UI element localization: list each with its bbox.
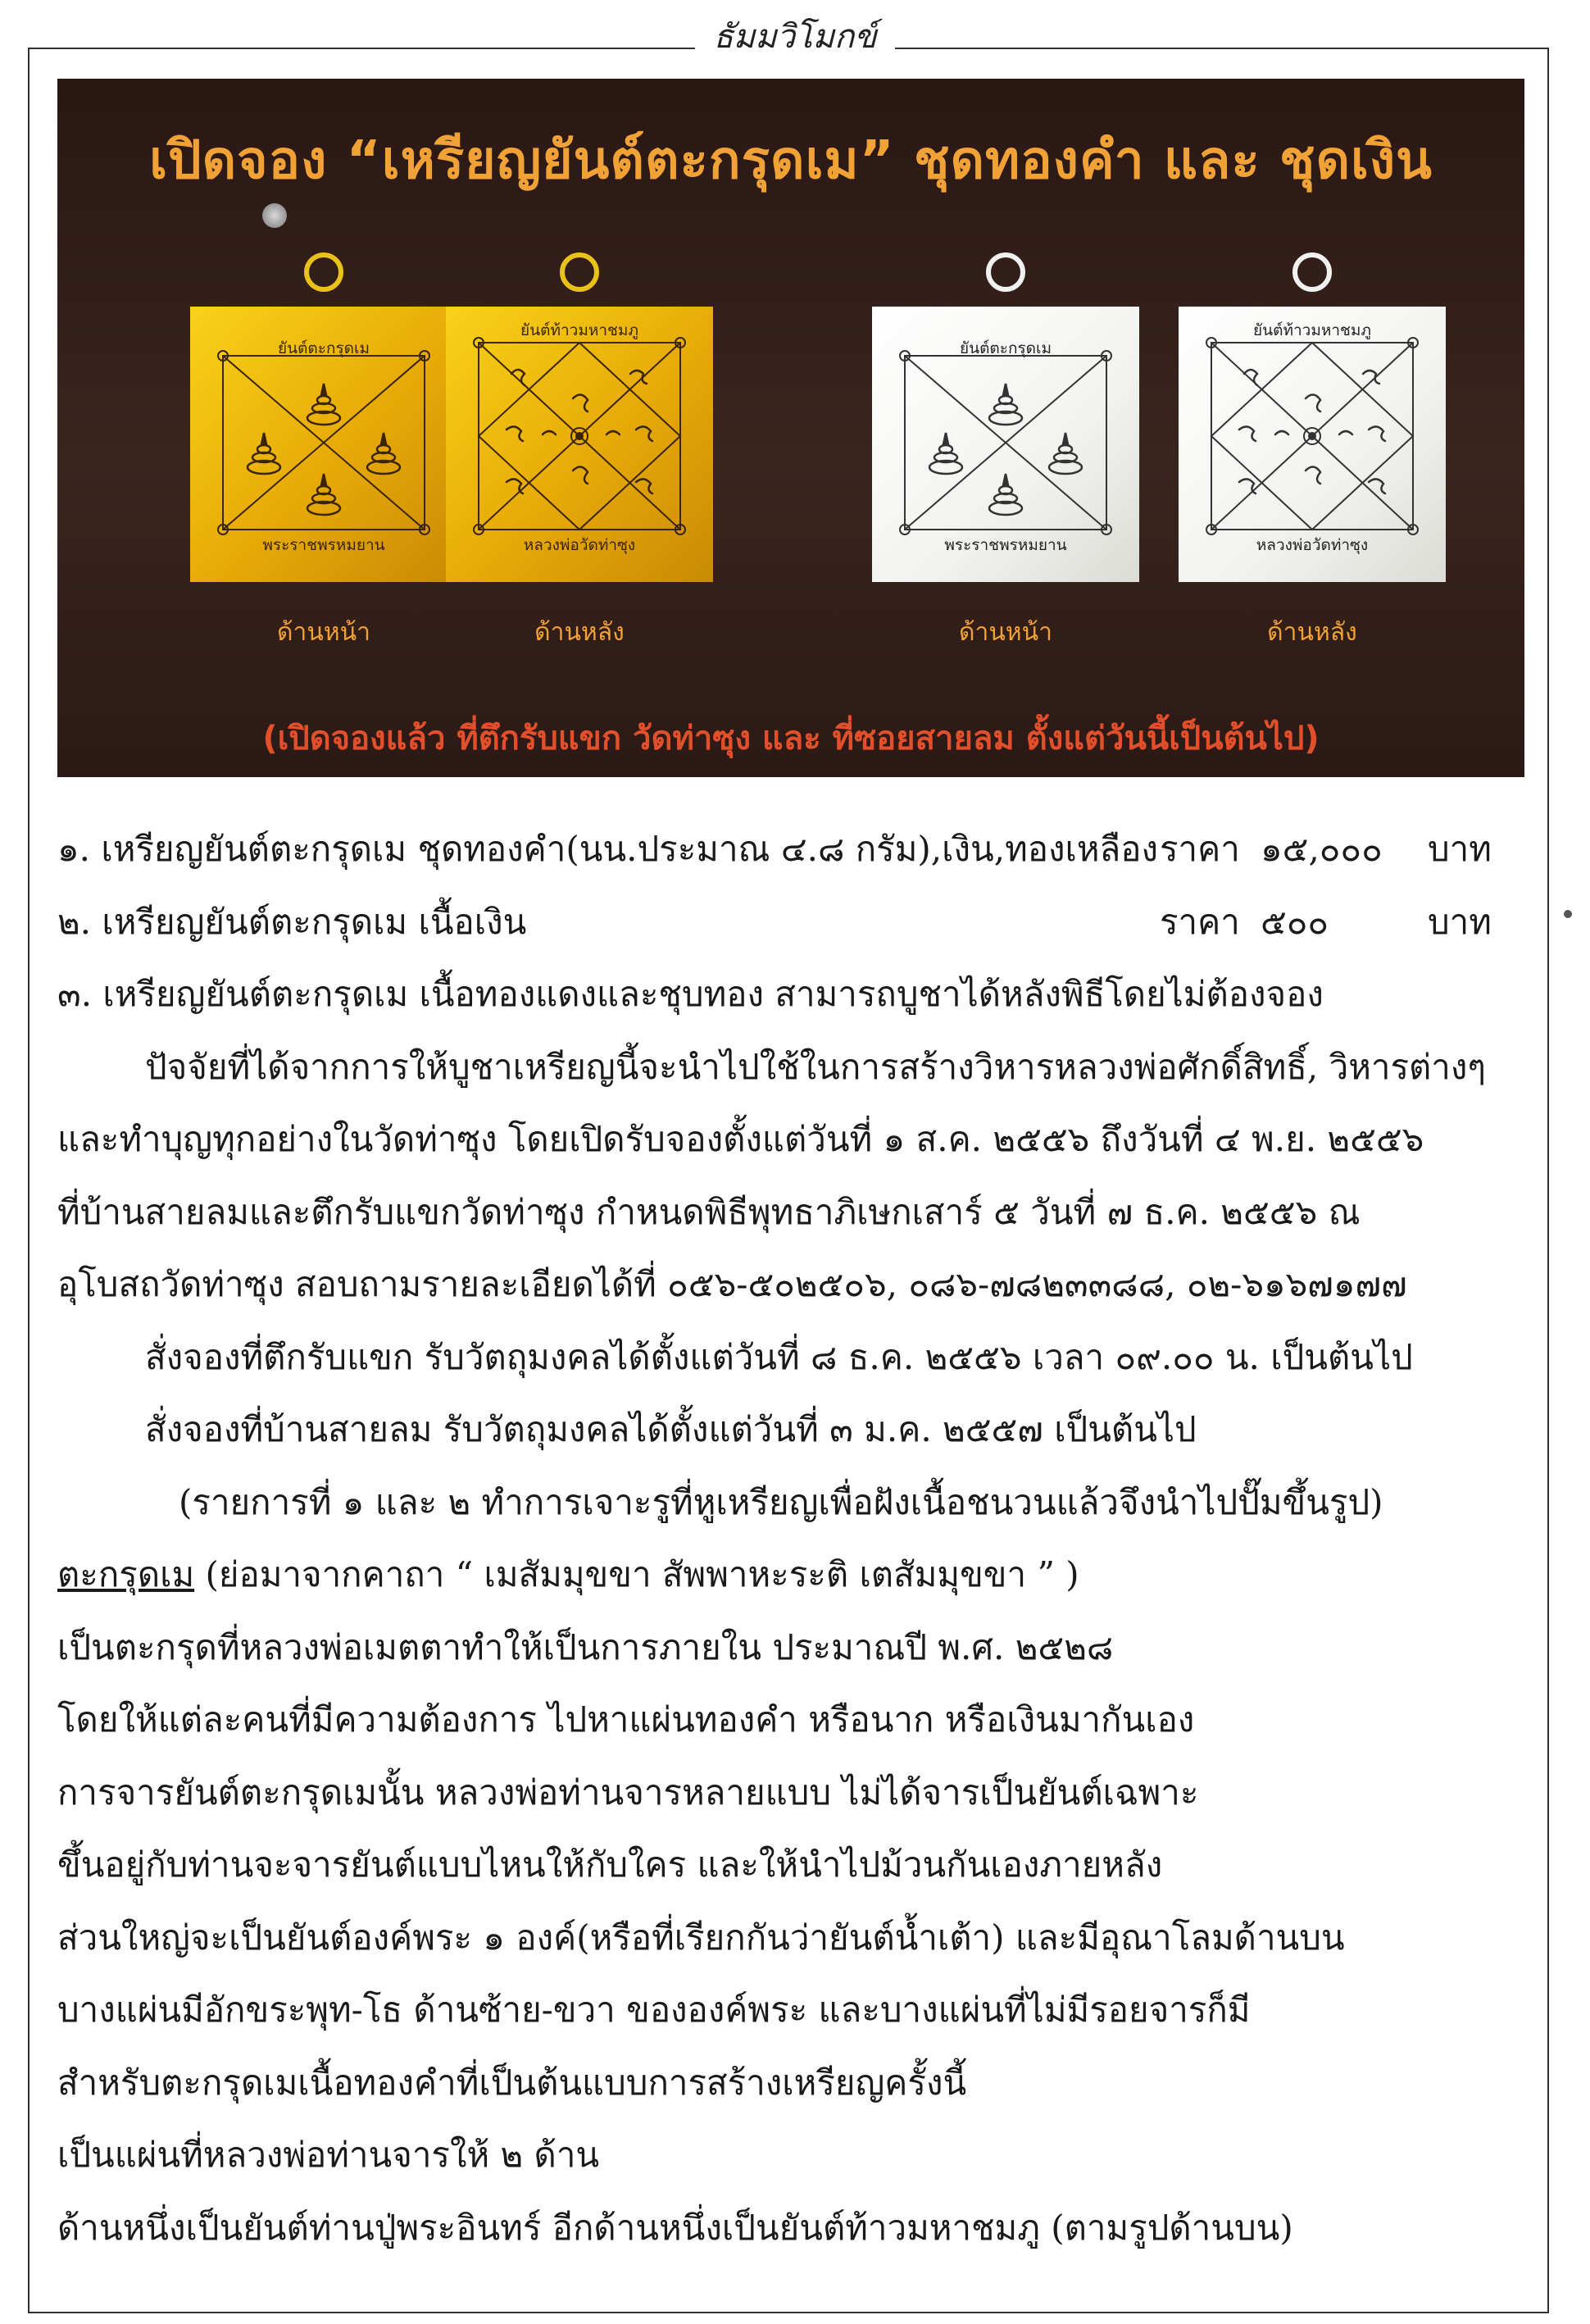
price-unit: บาท <box>1428 829 1492 869</box>
medal-caption: ด้านหลัง <box>534 618 625 647</box>
takrut-line: โดยให้แต่ละคนที่มีความต้องการ ไปหาแผ่นทองคำ หรือนาก หรือเงินมากันเอง <box>57 1699 1195 1740</box>
medal-ring-icon <box>560 252 599 292</box>
plate-bottom-text: พระราชพรหมยาน <box>944 536 1067 554</box>
price-item <box>57 886 1524 959</box>
takrut-heading <box>57 1539 1524 1612</box>
item-text: ๓. เหรียญยันต์ตะกรุดเม เนื้อทองแดงและชุบทอง สามารถบูชาได้หลังพิธีโดยไม่ต้องจอง <box>57 974 1324 1014</box>
price-label: ราคา <box>1160 829 1240 869</box>
medal-silver-back <box>1179 252 1446 652</box>
medal-silver-front <box>872 252 1139 652</box>
paragraph-line: อุโบสถวัดท่าซุง สอบถามรายละเอียดได้ที่ ๐๕๖-๕๐๒๕๐๖, ๐๘๖-๗๘๒๓๓๘๘, ๐๒-๖๑๖๗๑๗๗ <box>57 1264 1407 1304</box>
plate-top-text: ยันต์ท้าวมหาชมภู <box>1253 321 1371 339</box>
order-line: สั่งจองที่ตึกรับแขก รับวัตถุมงคลได้ตั้งแต่วันที่ ๘ ธ.ค. ๒๕๕๖ เวลา ๐๙.๐๐ น. เป็นต้นไป <box>145 1336 1413 1377</box>
banner-title: เปิดจอง “เหรียญยันต์ตะกรุดเม” ชุดทองคำ และ ชุดเงิน <box>149 130 1433 191</box>
takrut-line: เป็นตะกรุดที่หลวงพ่อเมตตาทำให้เป็นการภายใน ประมาณปี พ.ศ. ๒๕๒๘ <box>57 1626 1114 1667</box>
medal-ring-icon <box>986 252 1025 292</box>
price-value: ๕๐๐ <box>1261 901 1329 942</box>
article-body <box>57 813 1524 2264</box>
plate-bottom-text: หลวงพ่อวัดท่าซุง <box>1256 536 1369 554</box>
takrut-line: ส่วนใหญ่จะเป็นยันต์องค์พระ ๑ องค์(หรือที่เรียกกันว่ายันต์น้ำเต้า) และมีอุณาโลมด้านบน <box>57 1917 1345 1958</box>
medal-caption: ด้านหลัง <box>1267 618 1357 647</box>
medal-plate <box>872 307 1139 582</box>
takrut-line: สำหรับตะกรุดเมเนื้อทองคำที่เป็นต้นแบบการสร้างเหรียญครั้งนี้ <box>57 2062 967 2103</box>
header-title: ธัมมวิโมกข์ <box>695 18 894 56</box>
paragraph-line: และทำบุญทุกอย่างในวัดท่าซุง โดยเปิดรับจองตั้งแต่วันที่ ๑ ส.ค. ๒๕๕๖ ถึงวันที่ ๔ พ.ย. ๒๕๕๖ <box>57 1119 1424 1159</box>
medal-caption: ด้านหน้า <box>277 618 370 647</box>
medal-gold-front <box>190 252 457 652</box>
medal-plate <box>446 307 713 582</box>
medal-gold-back <box>446 252 713 652</box>
price-unit: บาท <box>1428 901 1492 942</box>
medal-ring-icon <box>1292 252 1332 292</box>
medal-plate <box>1179 307 1446 582</box>
note-line: (รายการที่ ๑ และ ๒ ทำการเจาะรูที่หูเหรียญเพื่อฝังเนื้อชนวนแล้วจึงนำไปปั๊มขึ้นรูป) <box>179 1481 1383 1522</box>
item-text: ๒. เหรียญยันต์ตะกรุดเม เนื้อเงิน <box>57 901 527 942</box>
paragraph-line: ที่บ้านสายลมและตึกรับแขกวัดท่าซุง กำหนดพิธีพุทธาภิเษกเสาร์ ๕ วันที่ ๗ ธ.ค. ๒๕๕๖ ณ <box>57 1191 1361 1232</box>
takrut-line: บางแผ่นมีอักขระพุท-โธ ด้านซ้าย-ขวา ขององค์พระ และบางแผ่นที่ไม่มีรอยจารก็มี <box>57 1990 1251 2030</box>
booking-banner <box>57 79 1524 777</box>
takrut-term: ตะกรุดเม <box>57 1554 195 1594</box>
paragraph-line: ปัจจัยที่ได้จากการให้บูชาเหรียญนี้จะนำไปใช้ในการสร้างวิหารหลวงพ่อศักดิ์สิทธิ์, วิหารต่างๆ <box>145 1046 1486 1087</box>
price-label: ราคา <box>1160 901 1240 942</box>
plate-top-text: ยันต์ตะกรุดเม <box>959 339 1052 357</box>
bullet-dot-icon <box>262 203 287 228</box>
price-value: ๑๕,๐๐๐ <box>1261 829 1383 869</box>
item-line <box>57 958 1524 1031</box>
takrut-line: เป็นแผ่นที่หลวงพ่อท่านจารให้ ๒ ด้าน <box>57 2135 600 2175</box>
order-line: สั่งจองที่บ้านสายลม รับวัตถุมงคลได้ตั้งแต่วันที่ ๓ ม.ค. ๒๕๕๗ เป็นต้นไป <box>145 1409 1197 1449</box>
price-item <box>57 813 1524 886</box>
medal-ring-icon <box>304 252 343 292</box>
plate-top-text: ยันต์ท้าวมหาชมภู <box>520 321 638 339</box>
item-text: ๑. เหรียญยันต์ตะกรุดเม ชุดทองคำ(นน.ประมาณ ๔.๘ กรัม),เงิน,ทองเหลือง <box>57 829 1158 869</box>
takrut-line: ขึ้นอยู่กับท่านจะจารยันต์แบบไหนให้กับใคร และให้นำไปม้วนกันเองภายหลัง <box>57 1844 1163 1885</box>
margin-dot-icon <box>1564 910 1572 918</box>
takrut-origin: (ย่อมาจากคาถา “ เมสัมมุขขา สัพพาหะระติ เตสัมมุขขา ” ) <box>194 1554 1079 1594</box>
plate-top-text: ยันต์ตะกรุดเม <box>277 339 370 357</box>
takrut-line: ด้านหนึ่งเป็นยันต์ท่านปู่พระอินทร์ อีกด้านหนึ่งเป็นยันต์ท้าวมหาชมภู (ตามรูปด้านบน) <box>57 2207 1293 2248</box>
medal-caption: ด้านหน้า <box>959 618 1052 647</box>
plate-bottom-text: พระราชพรหมยาน <box>262 536 385 554</box>
medal-plate <box>190 307 457 582</box>
plate-bottom-text: หลวงพ่อวัดท่าซุง <box>523 536 636 554</box>
takrut-line: การจารยันต์ตะกรุดเมนั้น หลวงพ่อท่านจารหลายแบบ ไม่ได้จารเป็นยันต์เฉพาะ <box>57 1771 1199 1812</box>
banner-footer: (เปิดจองแล้ว ที่ตึกรับแขก วัดท่าซุง และ ที่ซอยสายลม ตั้งแต่วันนี้เป็นต้นไป) <box>262 720 1320 757</box>
